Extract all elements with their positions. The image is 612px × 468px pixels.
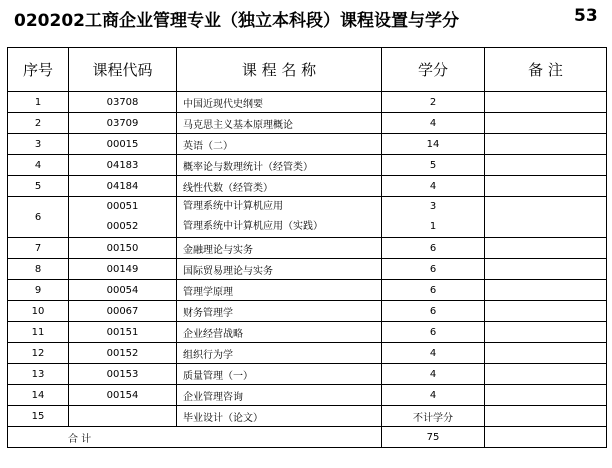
- cell-code: [69, 406, 177, 427]
- cell-remark: [485, 301, 607, 322]
- cell-remark: [485, 176, 607, 197]
- row-number: 11: [8, 322, 69, 343]
- cell-credit: 6: [382, 259, 485, 280]
- row-number: 12: [8, 343, 69, 364]
- table-row: [8, 238, 607, 259]
- cell-code: 03709: [69, 113, 177, 134]
- cell-credit: 4: [382, 343, 485, 364]
- cell-name-line-1: 管理系统中计算机应用: [183, 201, 283, 212]
- cell-remark: [485, 385, 607, 406]
- page-number: 53: [574, 6, 598, 26]
- cell-credit-line-2: 1: [429, 221, 437, 232]
- cell-name: 组织行为学: [177, 343, 382, 364]
- cell-name: 国际贸易理论与实务: [177, 259, 382, 280]
- cell-name-line-2: 管理系统中计算机应用（实践）: [183, 221, 323, 232]
- cell-name: 马克思主义基本原理概论: [177, 113, 382, 134]
- cell-remark: [485, 92, 607, 113]
- cell-name: [177, 197, 382, 238]
- row-number: 13: [8, 364, 69, 385]
- total-row: [8, 427, 607, 448]
- cell-name: 质量管理（一）: [177, 364, 382, 385]
- cell-credit: 4: [382, 176, 485, 197]
- cell-remark: [485, 364, 607, 385]
- cell-name: 企业管理咨询: [177, 385, 382, 406]
- cell-credit: 4: [382, 364, 485, 385]
- table-row: [8, 92, 607, 113]
- cell-credit: 6: [382, 280, 485, 301]
- cell-code: 00150: [69, 238, 177, 259]
- table-row: [8, 155, 607, 176]
- row-number: 9: [8, 280, 69, 301]
- cell-name: 线性代数（经管类）: [177, 176, 382, 197]
- cell-name: 金融理论与实务: [177, 238, 382, 259]
- page-title: 020202工商企业管理专业（独立本科段）课程设置与学分: [14, 11, 459, 31]
- cell-remark: [485, 427, 607, 448]
- cell-name: 财务管理学: [177, 301, 382, 322]
- total-credit: 75: [382, 427, 485, 448]
- cell-code: 04183: [69, 155, 177, 176]
- cell-name: 英语（二）: [177, 134, 382, 155]
- table-row: [8, 322, 607, 343]
- total-label: 合 计: [8, 427, 382, 448]
- cell-code: 00151: [69, 322, 177, 343]
- col-header-remark: 备 注: [485, 48, 607, 92]
- cell-remark: [485, 406, 607, 427]
- table-row: [8, 385, 607, 406]
- cell-remark: [485, 238, 607, 259]
- cell-credit: [382, 197, 485, 238]
- cell-remark: [485, 322, 607, 343]
- cell-remark: [485, 134, 607, 155]
- cell-credit: 2: [382, 92, 485, 113]
- cell-credit: 6: [382, 238, 485, 259]
- cell-code: 03708: [69, 92, 177, 113]
- table-row: [8, 343, 607, 364]
- title-row: [0, 0, 612, 40]
- cell-code: 00149: [69, 259, 177, 280]
- cell-remark: [485, 280, 607, 301]
- row-number: 2: [8, 113, 69, 134]
- row-number: 8: [8, 259, 69, 280]
- row-number: 14: [8, 385, 69, 406]
- row-number: 4: [8, 155, 69, 176]
- col-header-code: 课程代码: [69, 48, 177, 92]
- cell-remark: [485, 343, 607, 364]
- cell-name: 毕业设计（论文）: [177, 406, 382, 427]
- cell-code: [69, 197, 177, 238]
- row-number: 3: [8, 134, 69, 155]
- header-row: [8, 48, 607, 92]
- cell-code: 00054: [69, 280, 177, 301]
- cell-code: 00067: [69, 301, 177, 322]
- table-row: [8, 197, 607, 238]
- col-header-no: 序号: [8, 48, 69, 92]
- cell-name: 企业经营战略: [177, 322, 382, 343]
- cell-remark: [485, 155, 607, 176]
- row-number: 10: [8, 301, 69, 322]
- cell-credit: 4: [382, 385, 485, 406]
- row-number: 6: [8, 197, 69, 238]
- row-number: 7: [8, 238, 69, 259]
- cell-name: 中国近现代史纲要: [177, 92, 382, 113]
- table-row: [8, 134, 607, 155]
- cell-code: 00154: [69, 385, 177, 406]
- cell-remark: [485, 197, 607, 238]
- cell-code: 04184: [69, 176, 177, 197]
- cell-code: 00015: [69, 134, 177, 155]
- table-body: [8, 92, 607, 448]
- table-row: [8, 406, 607, 427]
- course-table: [7, 47, 607, 448]
- table-row: [8, 280, 607, 301]
- cell-credit: 14: [382, 134, 485, 155]
- cell-credit-line-1: 3: [429, 201, 437, 212]
- table-row: [8, 259, 607, 280]
- col-header-credit: 学分: [382, 48, 485, 92]
- cell-code-line-2: 00052: [106, 221, 139, 232]
- table-row: [8, 176, 607, 197]
- cell-credit: 不计学分: [382, 406, 485, 427]
- table-row: [8, 301, 607, 322]
- cell-remark: [485, 259, 607, 280]
- row-number: 1: [8, 92, 69, 113]
- col-header-name: 课 程 名 称: [177, 48, 382, 92]
- cell-code-line-1: 00051: [106, 201, 139, 212]
- cell-credit: 6: [382, 322, 485, 343]
- cell-credit: 5: [382, 155, 485, 176]
- table-row: [8, 364, 607, 385]
- cell-credit: 6: [382, 301, 485, 322]
- cell-code: 00153: [69, 364, 177, 385]
- table-row: [8, 113, 607, 134]
- cell-remark: [485, 113, 607, 134]
- row-number: 5: [8, 176, 69, 197]
- cell-name: 概率论与数理统计（经管类）: [177, 155, 382, 176]
- cell-code: 00152: [69, 343, 177, 364]
- row-number: 15: [8, 406, 69, 427]
- cell-name: 管理学原理: [177, 280, 382, 301]
- cell-credit: 4: [382, 113, 485, 134]
